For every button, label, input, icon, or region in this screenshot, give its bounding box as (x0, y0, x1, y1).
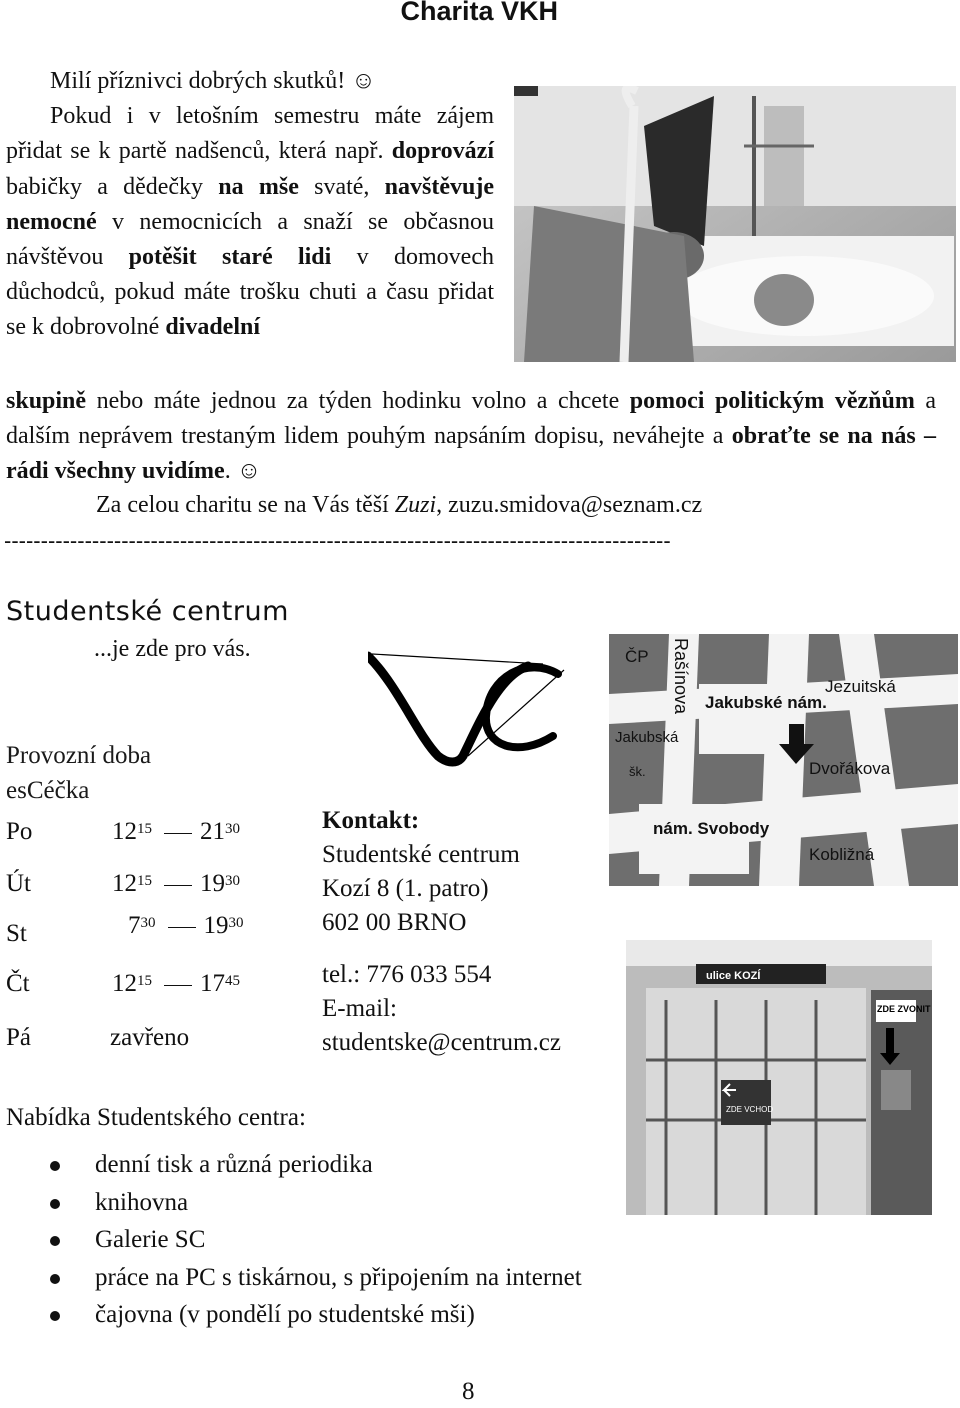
map-label: Dvořákova (809, 759, 891, 778)
text-span: svaté, (298, 173, 385, 200)
time-range: $12^{15}$ $21^{30}$ (112, 818, 240, 845)
emphasis: doprovází (391, 138, 494, 165)
contact-block (322, 804, 561, 1060)
list-item: čajovna (v pondělí po studentské mši) (50, 1296, 582, 1334)
emphasis: obraťte se na nás – rádi všechny uvidíme (6, 423, 936, 485)
opening-hours-title (6, 738, 151, 808)
list-item: knihovna (50, 1184, 582, 1222)
hospital-visit-photo (514, 86, 956, 362)
emphasis: pomoci politickým vězňům (629, 388, 915, 414)
charity-continued-text (6, 384, 936, 490)
map-label: ČP (625, 647, 649, 666)
contact-phone: tel.: 776 033 554 (322, 961, 492, 988)
emphasis: na mše (218, 173, 299, 200)
text-span: v domovech důchodců, pokud máte trošku chuti a času přidat se k dobrovolné (6, 244, 494, 341)
bullet-icon (50, 1199, 60, 1209)
text-span: a dalším neprávem trestaným lidem pouhým napsáním dopisu, neváhejte a (6, 388, 936, 450)
closed-text: zavřeno (110, 1024, 190, 1051)
entrance-photo (626, 940, 932, 1215)
text-span: nebo máte jednou za týden hodinku volno a chcete (86, 388, 630, 414)
emphasis: divadelní (165, 314, 261, 341)
greeting: Milí příznivci dobrých skutků! (50, 68, 352, 94)
contact-heading: Kontakt: (322, 807, 420, 834)
map-label: Jakubské nám. (705, 693, 827, 712)
heading-colon: : (298, 1104, 306, 1131)
emphasis: navštěvuje nemocné (6, 173, 494, 235)
sc-logo (368, 646, 568, 768)
day-label: Po (6, 818, 33, 845)
text-span: Pokud i v letošním semestru máte zájem přidat se k partě nadšenců, která např. (6, 103, 494, 165)
signature-line (96, 492, 702, 519)
map-label: šk. (629, 764, 646, 779)
bullet-icon (50, 1161, 60, 1171)
signature-name: Zuzi (394, 492, 437, 518)
contact-email: studentske@centrum.cz (322, 1029, 561, 1056)
bullet-icon (50, 1311, 60, 1321)
heading-text: Nabídka Studentského centra (6, 1104, 299, 1131)
day-label: Pá (6, 1024, 31, 1051)
emphasis: potěšit staré lidi (128, 244, 332, 271)
heading-line: Provozní doba (6, 742, 152, 769)
page-number: 8 (462, 1378, 475, 1405)
door-sign: ZDE ZVONIT (877, 1004, 931, 1014)
emphasis: skupině (6, 388, 87, 414)
contact-name: Studentské centrum (322, 841, 520, 868)
smiley-icon: ☺ (351, 68, 376, 94)
list-item: práce na PC s tiskárnou, s připojením na internet (50, 1259, 582, 1297)
time-range: $12^{15}$ $19^{30}$ (112, 870, 240, 897)
offer-list (50, 1146, 582, 1334)
text-span: . ☺ (224, 458, 262, 485)
bullet-icon (50, 1274, 60, 1284)
centrum-title: Studentské centrum (6, 596, 289, 627)
day-label: St (6, 920, 27, 947)
contact-city: 602 00 BRNO (322, 909, 467, 936)
offer-heading (6, 1104, 306, 1132)
day-label: Út (6, 870, 31, 897)
list-item: denní tisk a různá periodika (50, 1146, 582, 1184)
door-sign: ulice KOZÍ (706, 970, 761, 982)
contact-email: , zuzu.smidova@seznam.cz (436, 492, 703, 518)
map-label: Kobližná (809, 845, 875, 864)
map-label: Jezuitská (825, 677, 896, 696)
time-range: $7^{30}$ $19^{30}$ (128, 912, 244, 939)
time-range: $12^{15}$ $17^{45}$ (112, 970, 240, 997)
location-map (609, 634, 958, 886)
map-label: Jakubská (615, 729, 679, 746)
map-label: nám. Svobody (653, 819, 770, 838)
contact-address: Kozí 8 (1. patro) (322, 875, 489, 902)
day-label: Čt (6, 970, 30, 997)
heading-line: esCéčka (6, 777, 90, 804)
centrum-subtitle: ...je zde pro vás. (94, 636, 251, 662)
list-item: Galerie SC (50, 1221, 582, 1259)
text-span: Za celou charitu se na Vás těší (96, 492, 395, 518)
contact-email-label: E-mail: (322, 995, 397, 1022)
text-span: v nemocnicích a snaží se občasnou návštěvou (6, 208, 494, 271)
bullet-icon (50, 1236, 60, 1246)
text-span: babičky a dědečky (6, 173, 219, 200)
charity-intro-text (6, 64, 494, 346)
newsletter-section-title: Charita VKH (400, 0, 558, 26)
map-label: Rašínova (671, 638, 691, 715)
section-separator: ------------------------------------------------------------------------------------------- (4, 528, 671, 553)
door-sign: ZDE VCHOD (726, 1105, 774, 1114)
